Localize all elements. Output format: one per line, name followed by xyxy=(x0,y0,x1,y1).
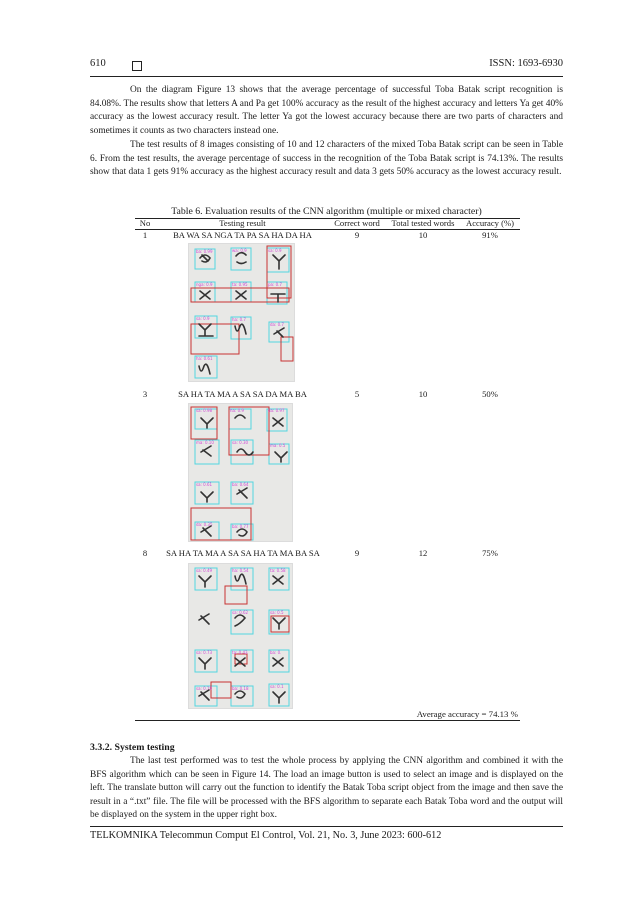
svg-text:wa: 0.9: wa: 0.9 xyxy=(232,248,247,253)
detection-image-3 xyxy=(188,403,293,542)
header-total-tested-words: Total tested words xyxy=(391,218,455,228)
detection-image-8 xyxy=(188,563,293,709)
svg-text:sa: 0.73: sa: 0.73 xyxy=(196,650,213,655)
svg-text:ba: 0.18: ba: 0.18 xyxy=(232,686,249,691)
row-2-accuracy: 50% xyxy=(482,389,498,399)
svg-text:ma: 0.10: ma: 0.10 xyxy=(196,440,214,445)
svg-text:pa: 0.7: pa: 0.7 xyxy=(268,282,282,287)
paragraph-3-text: The last test performed was to test the whole process by applying the CNN algorithm and combined it with the BFS algorithm which can be seen in Figure 14. The load an image button is used to select an image and is displayed on the left. The translate button will carry out the function to identify the Batak Toba script object from the image and then save the result in a “.txt” file. The file will be processed with the BFS algorithm to separate each Batak Toba word and the output will be displayed on the system in the upper right box. xyxy=(90,756,563,821)
table-bottom-rule xyxy=(135,720,520,721)
svg-text:sa: 0.5: sa: 0.5 xyxy=(270,610,284,615)
svg-text:ha: 0.61: ha: 0.61 xyxy=(196,356,213,361)
paragraph-1-text: On the diagram Figure 13 shows that the average percentage of successful Toba Batak script recognition is 84.08%. The results show that letters A and Pa get 100% accuracy as the result of the highest accuracy and letters Ya get 40% accuracy as the lowest accuracy result. The letter Ya got the lowest accuracy because there are two parts of characters and sometimes it counts as two characters instead one. xyxy=(90,85,563,136)
issn: ISSN: 1693-6930 xyxy=(489,58,563,69)
footer-rule xyxy=(90,826,563,827)
svg-text:ba: 0.64: ba: 0.64 xyxy=(232,482,249,487)
svg-text:da: 0.7: da: 0.7 xyxy=(270,322,284,327)
paragraph-3 xyxy=(90,755,563,823)
svg-text:ba: 0.77: ba: 0.77 xyxy=(232,524,249,529)
page-footer: TELKOMNIKA Telecommun Comput El Control, Vol. 21, No. 3, June 2023: 600-612 xyxy=(90,830,442,841)
page-header xyxy=(90,58,563,74)
svg-text:ha: 0.9: ha: 0.9 xyxy=(230,408,244,413)
row-3-testing-result: SA HA TA MA A SA SA HA TA MA BA SA xyxy=(166,548,320,558)
svg-text:ta: 0.95: ta: 0.95 xyxy=(232,282,248,287)
svg-text:sa: 0.19: sa: 0.19 xyxy=(196,686,213,691)
header-no: No xyxy=(139,218,151,228)
svg-text:ha: 0.7: ha: 0.7 xyxy=(232,317,246,322)
row-3-no: 8 xyxy=(142,548,148,558)
svg-text:ba: 0.99: ba: 0.99 xyxy=(196,249,213,254)
svg-text:sa: 0.1: sa: 0.1 xyxy=(270,684,284,689)
row-1-correct-word: 9 xyxy=(354,230,360,240)
header-rule xyxy=(90,76,563,77)
detection-image-1 xyxy=(188,243,295,382)
row-3-total-tested-words: 12 xyxy=(418,548,428,558)
svg-text:sa: 0.61: sa: 0.61 xyxy=(196,482,213,487)
row-3-correct-word: 9 xyxy=(354,548,360,558)
row-1-no: 1 xyxy=(142,230,148,240)
row-1-accuracy: 91% xyxy=(482,230,498,240)
svg-text:ba: 0.: ba: 0. xyxy=(270,650,282,655)
header-accuracy: Accuracy (%) xyxy=(466,218,514,228)
square-icon xyxy=(132,61,142,71)
table-caption: Table 6. Evaluation results of the CNN algorithm (multiple or mixed character) xyxy=(171,206,482,217)
svg-text:ma: 0.5: ma: 0.5 xyxy=(270,443,286,448)
svg-text:ha: 0.54: ha: 0.54 xyxy=(232,568,249,573)
svg-text:da: 0.35: da: 0.35 xyxy=(196,522,213,527)
svg-text:ta: 0.43: ta: 0.43 xyxy=(232,650,248,655)
row-1-total-tested-words: 10 xyxy=(418,230,428,240)
svg-text:nga: 0.9: nga: 0.9 xyxy=(196,282,213,287)
row-2-no: 3 xyxy=(142,389,148,399)
header-testing-result: Testing result xyxy=(219,218,266,228)
row-3-accuracy: 75% xyxy=(482,548,498,558)
average-accuracy: Average accuracy = 74.13 % xyxy=(416,709,518,719)
svg-text:da: 0.97: da: 0.97 xyxy=(268,408,285,413)
row-2-testing-result: SA HA TA MA A SA SA DA MA BA xyxy=(178,389,307,399)
svg-text:sa: 0.62: sa: 0.62 xyxy=(232,610,249,615)
section-heading: 3.3.2. System testing xyxy=(90,742,175,753)
header-correct-word: Correct word xyxy=(334,218,380,228)
page-number: 610 xyxy=(90,58,106,69)
svg-text:sa: 0.49: sa: 0.49 xyxy=(196,568,213,573)
row-2-total-tested-words: 10 xyxy=(418,389,428,399)
paragraph-2 xyxy=(90,139,563,180)
svg-text:sa: 0.98: sa: 0.98 xyxy=(196,408,213,413)
svg-text:ta: 0.58: ta: 0.58 xyxy=(270,568,286,573)
row-1-testing-result: BA WA SA NGA TA PA SA HA DA HA xyxy=(173,230,312,240)
svg-text:sa: 0.9: sa: 0.9 xyxy=(196,316,210,321)
svg-text:sa: 0.30: sa: 0.30 xyxy=(232,440,249,445)
paragraph-2-text: The test results of 8 images consisting of 10 and 12 characters of the mixed Toba Batak script can be seen in Table 6. From the test results, the average percentage of success in the recognition of the Toba Batak script is 74.13%. The results show that data 1 gets 91% accuracy as the highest accuracy result and data 3 gets 50% accuracy as the lowest accuracy result. xyxy=(90,140,563,178)
row-2-correct-word: 5 xyxy=(354,389,360,399)
svg-text:sa: 0.9: sa: 0.9 xyxy=(268,248,282,253)
paragraph-1 xyxy=(90,84,563,138)
